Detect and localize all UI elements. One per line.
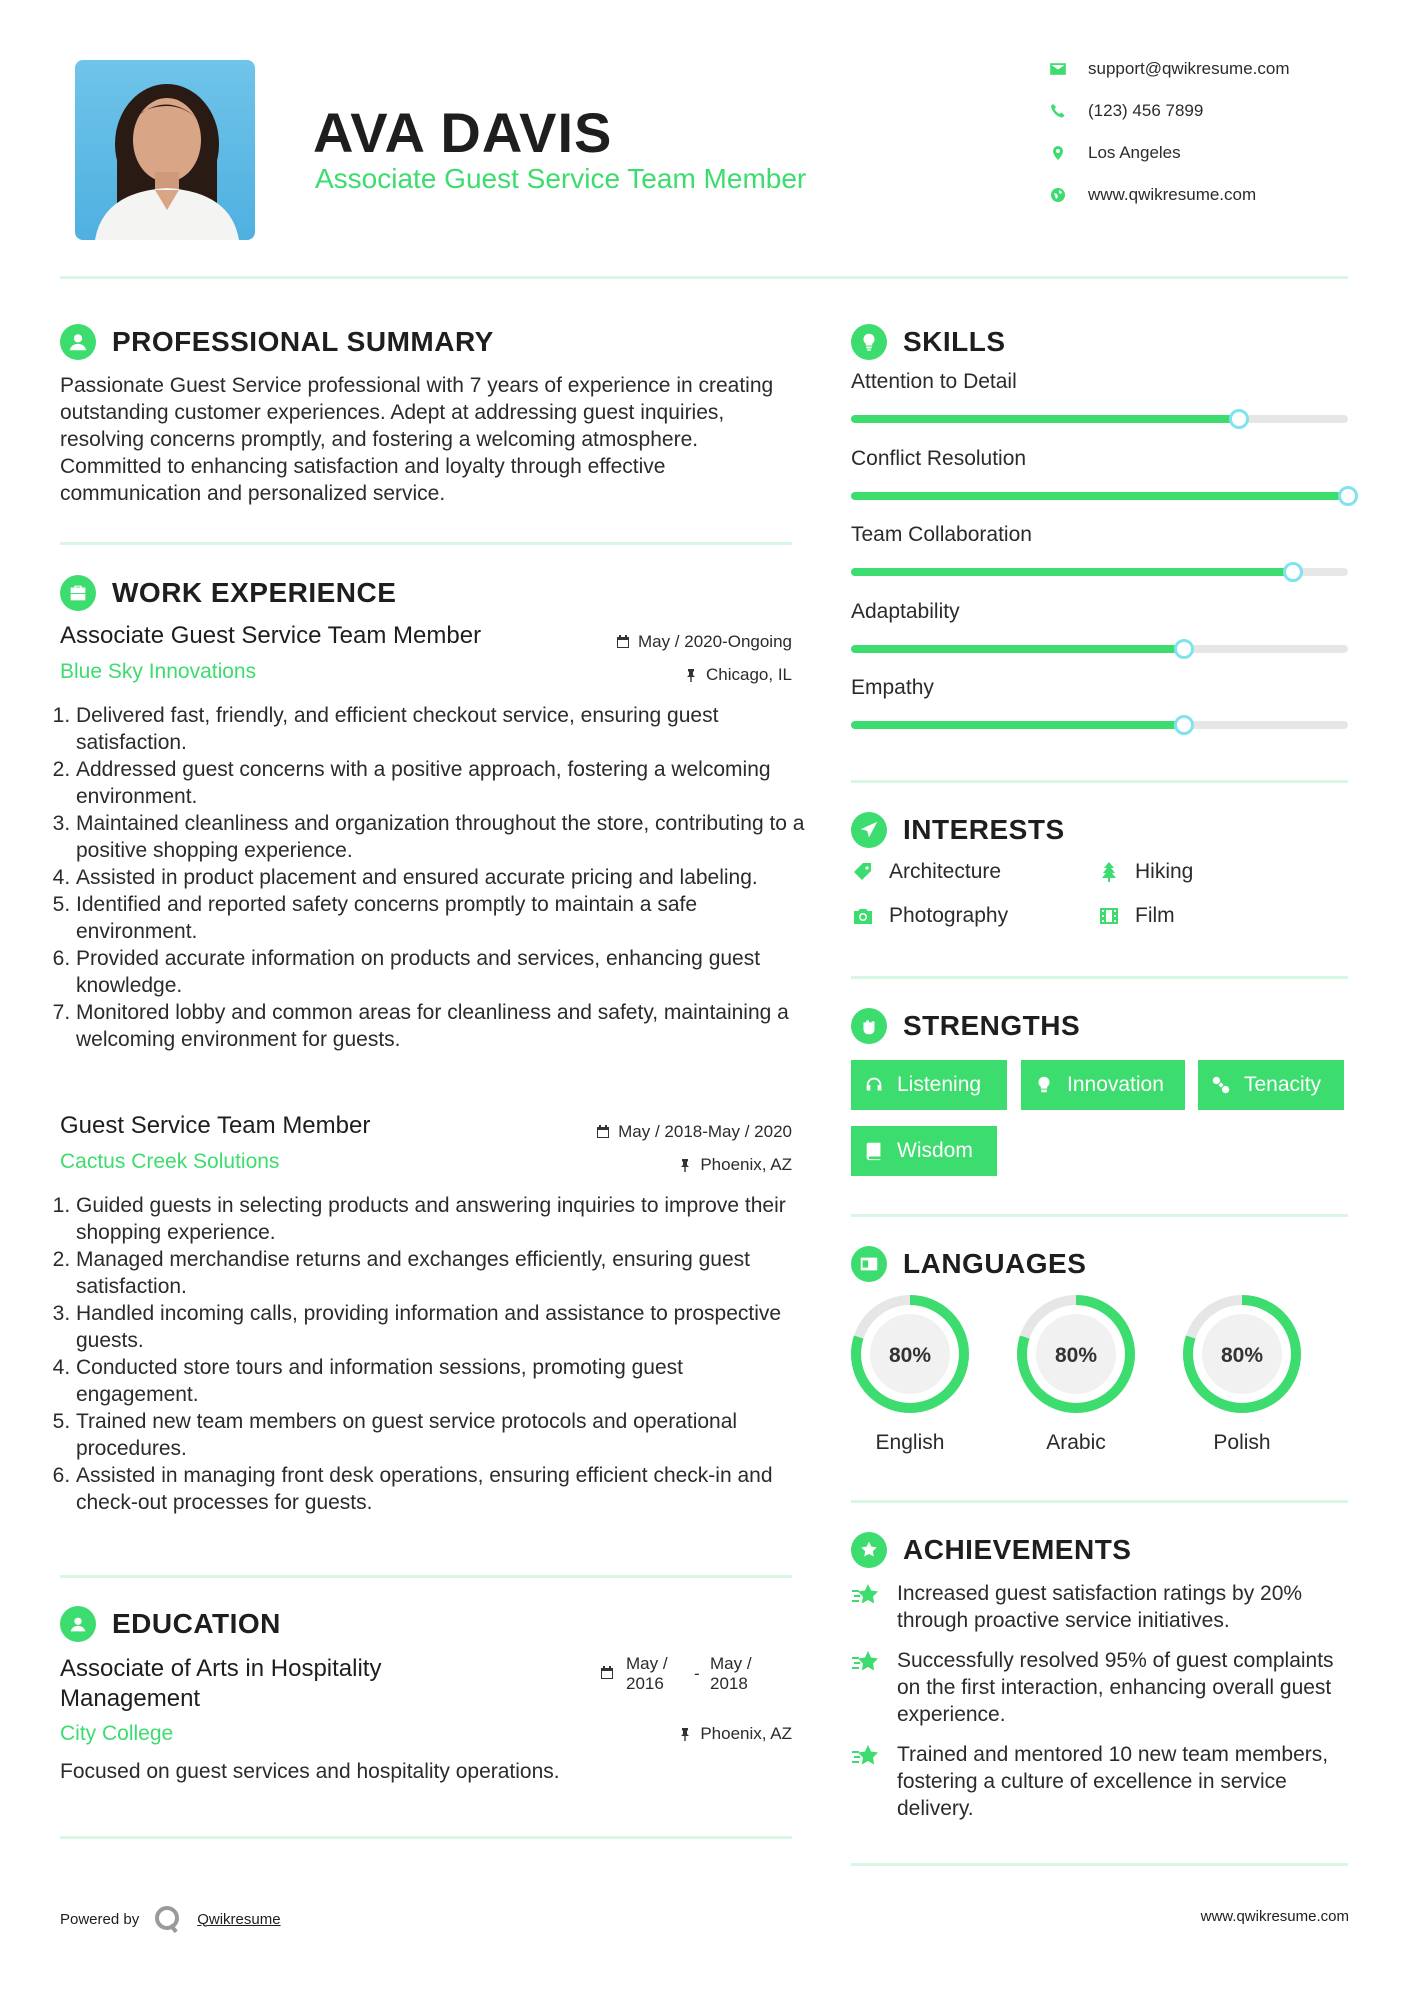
education-start: May / 2016 <box>626 1654 668 1693</box>
achievement-item <box>851 1741 1351 1822</box>
achievements-divider <box>851 1863 1348 1866</box>
degree-title: Associate of Arts in Hospitality Management <box>60 1655 382 1712</box>
language-item <box>848 1292 972 1455</box>
location-text: Los Angeles <box>1088 143 1181 162</box>
skill-bar-fill <box>851 568 1293 576</box>
language-ring <box>1014 1292 1138 1416</box>
translate-icon <box>851 1246 887 1282</box>
summary-text: Passionate Guest Service professional with 7 years of experience in creating outstanding customer experiences. Adept at addressing guest inquiries, resolving concerns promptly, and fostering a welcoming atmosphere. Committed to enhancing satisfaction and loyalty through effective communication and personalized service. <box>60 374 774 505</box>
list-item: 4. Conducted store tours and information sessions, promoting guest engagement. <box>76 1354 808 1408</box>
pin-icon <box>678 1158 692 1172</box>
education-heading-row <box>60 1606 281 1642</box>
email-icon <box>1050 61 1066 77</box>
skill-bar-knob <box>1338 486 1358 506</box>
education-location-text: Phoenix, AZ <box>700 1724 792 1743</box>
strength-label: Wisdom <box>897 1139 973 1162</box>
list-item: 2. Managed merchandise returns and exchanges efficiently, ensuring guest satisfaction. <box>76 1246 808 1300</box>
experience-heading-row <box>60 575 396 611</box>
interests-heading-row <box>851 812 1065 848</box>
contact-email[interactable] <box>1050 59 1290 79</box>
brand-link[interactable]: Qwikresume <box>197 1910 281 1928</box>
skill-bar-fill <box>851 645 1184 653</box>
education-heading: EDUCATION <box>112 1608 281 1639</box>
header-divider <box>60 276 1348 279</box>
strength-badge <box>851 1126 997 1176</box>
experience-heading: WORK EXPERIENCE <box>112 577 397 608</box>
film-icon <box>1097 904 1121 928</box>
achievements-heading: ACHIEVEMENTS <box>903 1534 1132 1565</box>
summary-heading: PROFESSIONAL SUMMARY <box>112 326 494 357</box>
skill-bar-knob <box>1174 715 1194 735</box>
skills-heading-row <box>851 324 1006 360</box>
calendar-icon <box>596 1125 610 1139</box>
book-icon <box>863 1140 885 1162</box>
interest-label: Architecture <box>889 860 1002 883</box>
languages-heading: LANGUAGES <box>903 1248 1087 1279</box>
skill-bar-knob <box>1283 562 1303 582</box>
skill-bar-fill <box>851 721 1184 729</box>
job-dates-text: May / 2020-Ongoing <box>637 632 792 651</box>
achievements-heading-row <box>851 1532 1131 1568</box>
education-end: May / 2018 <box>710 1654 752 1693</box>
footer-powered <box>60 1904 281 1934</box>
summary-divider <box>60 542 792 545</box>
language-name: English <box>875 1431 945 1454</box>
bulb-icon <box>1033 1074 1055 1096</box>
list-item: 5. Trained new team members on guest service protocols and operational procedures. <box>76 1408 808 1462</box>
list-item: 6. Assisted in managing front desk operations, ensuring efficient check-in and check-out processes for guests. <box>76 1462 808 1516</box>
job-location <box>684 665 792 685</box>
job-dates-text: May / 2018-May / 2020 <box>618 1122 792 1141</box>
strengths-divider <box>851 1214 1348 1217</box>
job-title: Guest Service Team Member <box>60 1112 371 1139</box>
job-title: Associate Guest Service Team Member <box>60 622 482 649</box>
education-dates <box>600 1654 760 1694</box>
interest-label: Film <box>1135 904 1175 927</box>
list-item: 6. Provided accurate information on products and services, enhancing guest knowledge. <box>76 945 808 999</box>
skill-bar <box>851 645 1348 653</box>
interest-item <box>851 904 1008 928</box>
strength-badge <box>1198 1060 1344 1110</box>
job-duties-list <box>58 702 808 1053</box>
pin-icon <box>684 668 698 682</box>
list-item: 3. Maintained cleanliness and organization throughout the store, contributing to a positive shopping experience. <box>76 810 808 864</box>
strengths-heading: STRENGTHS <box>903 1010 1081 1041</box>
strength-label: Tenacity <box>1244 1073 1322 1096</box>
phone-text: (123) 456 7899 <box>1088 101 1204 120</box>
candidate-name: AVA DAVIS <box>313 101 613 164</box>
list-item: 2. Addressed guest concerns with a positive approach, fostering a welcoming environment. <box>76 756 808 810</box>
skill-label: Empathy <box>851 676 934 699</box>
tag-icon <box>851 860 875 884</box>
star-icon <box>851 1647 881 1677</box>
skills-heading: SKILLS <box>903 326 1006 357</box>
paper-plane-icon <box>851 812 887 848</box>
lightbulb-icon <box>851 324 887 360</box>
strength-badge <box>1021 1060 1185 1110</box>
contact-phone[interactable] <box>1050 101 1203 121</box>
email-text: support@qwikresume.com <box>1088 59 1290 78</box>
interest-item <box>851 860 1001 884</box>
skills-divider <box>851 780 1348 783</box>
user-icon <box>60 324 96 360</box>
job-company: Blue Sky Innovations <box>60 660 257 683</box>
briefcase-icon <box>60 575 96 611</box>
phone-icon <box>1050 103 1066 119</box>
list-item: 4. Assisted in product placement and ensured accurate pricing and labeling. <box>76 864 808 891</box>
qwikresume-logo-icon <box>153 1904 183 1934</box>
experience-divider <box>60 1575 792 1578</box>
skill-bar-knob <box>1229 409 1249 429</box>
skill-bar-fill <box>851 492 1348 500</box>
skill-label: Conflict Resolution <box>851 446 1027 470</box>
website-text: www.qwikresume.com <box>1088 185 1257 204</box>
job-location-text: Phoenix, AZ <box>700 1155 792 1174</box>
contact-location <box>1050 143 1181 163</box>
education-location <box>678 1724 792 1744</box>
skill-label: Adaptability <box>851 599 960 623</box>
candidate-title: Associate Guest Service Team Member <box>315 163 807 194</box>
achievement-item <box>851 1580 1351 1634</box>
languages-divider <box>851 1500 1348 1503</box>
language-percent: 80% <box>888 1344 932 1367</box>
job-company: Cactus Creek Solutions <box>60 1150 280 1173</box>
language-ring <box>1180 1292 1304 1416</box>
language-item <box>1014 1292 1138 1455</box>
trophy-icon <box>851 1532 887 1568</box>
contact-website[interactable] <box>1050 185 1256 205</box>
pin-icon <box>678 1727 692 1741</box>
avatar <box>75 60 255 240</box>
strength-label: Innovation <box>1067 1073 1164 1096</box>
skill-label: Attention to Detail <box>851 370 1017 393</box>
map-pin-icon <box>1050 145 1066 161</box>
list-item: 1. Guided guests in selecting products and answering inquiries to improve their shopping experience. <box>76 1192 808 1246</box>
interest-label: Hiking <box>1135 860 1194 883</box>
skill-label: Team Collaboration <box>851 523 1032 546</box>
language-name: Arabic <box>1046 1431 1106 1454</box>
summary-heading-row <box>60 324 494 360</box>
fist-icon <box>851 1008 887 1044</box>
strength-badge <box>851 1060 1007 1110</box>
star-icon <box>851 1741 881 1771</box>
skill-bar <box>851 721 1348 729</box>
list-item: 3. Handled incoming calls, providing information and assistance to prospective guests. <box>76 1300 808 1354</box>
headphones-icon <box>863 1074 885 1096</box>
skill-bar <box>851 492 1348 500</box>
interest-item <box>1097 904 1175 928</box>
language-name: Polish <box>1213 1431 1271 1454</box>
footer-url[interactable]: www.qwikresume.com <box>1200 1908 1349 1925</box>
interest-item <box>1097 860 1193 884</box>
date-separator: - <box>694 1664 700 1683</box>
camera-icon <box>851 904 875 928</box>
list-item: 7. Monitored lobby and common areas for cleanliness and safety, maintaining a welcoming environment for guests. <box>76 999 808 1053</box>
calendar-icon <box>616 635 630 649</box>
link-icon <box>1210 1074 1232 1096</box>
job-dates <box>616 632 792 652</box>
job-dates <box>596 1122 792 1142</box>
language-percent: 80% <box>1220 1344 1264 1367</box>
skill-bar-fill <box>851 415 1239 423</box>
achievement-text: Increased guest satisfaction ratings by 20% through proactive service initiatives. <box>897 1582 1303 1632</box>
tree-icon <box>1097 860 1121 884</box>
interests-heading: INTERESTS <box>903 814 1065 845</box>
education-divider <box>60 1836 792 1839</box>
education-description: Focused on guest services and hospitality operations. <box>60 1760 560 1783</box>
interests-divider <box>851 976 1348 979</box>
graduation-icon <box>60 1606 96 1642</box>
strength-label: Listening <box>897 1073 982 1096</box>
strengths-heading-row <box>851 1008 1080 1044</box>
star-icon <box>851 1580 881 1610</box>
powered-by-label: Powered by <box>60 1910 140 1928</box>
skill-bar-knob <box>1174 639 1194 659</box>
list-item: 1. Delivered fast, friendly, and efficient checkout service, ensuring guest satisfaction. <box>76 702 808 756</box>
language-ring <box>848 1292 972 1416</box>
skill-bar <box>851 568 1348 576</box>
job-location <box>678 1155 792 1175</box>
skill-bar <box>851 415 1348 423</box>
globe-icon <box>1050 187 1066 203</box>
languages-heading-row <box>851 1246 1086 1282</box>
language-item <box>1180 1292 1304 1455</box>
profile-photo <box>75 60 255 240</box>
achievement-item <box>851 1647 1351 1728</box>
language-percent: 80% <box>1054 1344 1098 1367</box>
job-duties-list <box>58 1192 808 1516</box>
list-item: 5. Identified and reported safety concerns promptly to maintain a safe environment. <box>76 891 808 945</box>
achievement-text: Successfully resolved 95% of guest complaints on the first interaction, enhancing overall guest experience. <box>897 1649 1334 1726</box>
job-location-text: Chicago, IL <box>706 665 792 684</box>
achievement-text: Trained and mentored 10 new team members, fostering a culture of excellence in service delivery. <box>897 1743 1329 1820</box>
calendar-icon <box>600 1666 614 1680</box>
school-name: City College <box>60 1722 174 1745</box>
interest-label: Photography <box>889 904 1009 927</box>
